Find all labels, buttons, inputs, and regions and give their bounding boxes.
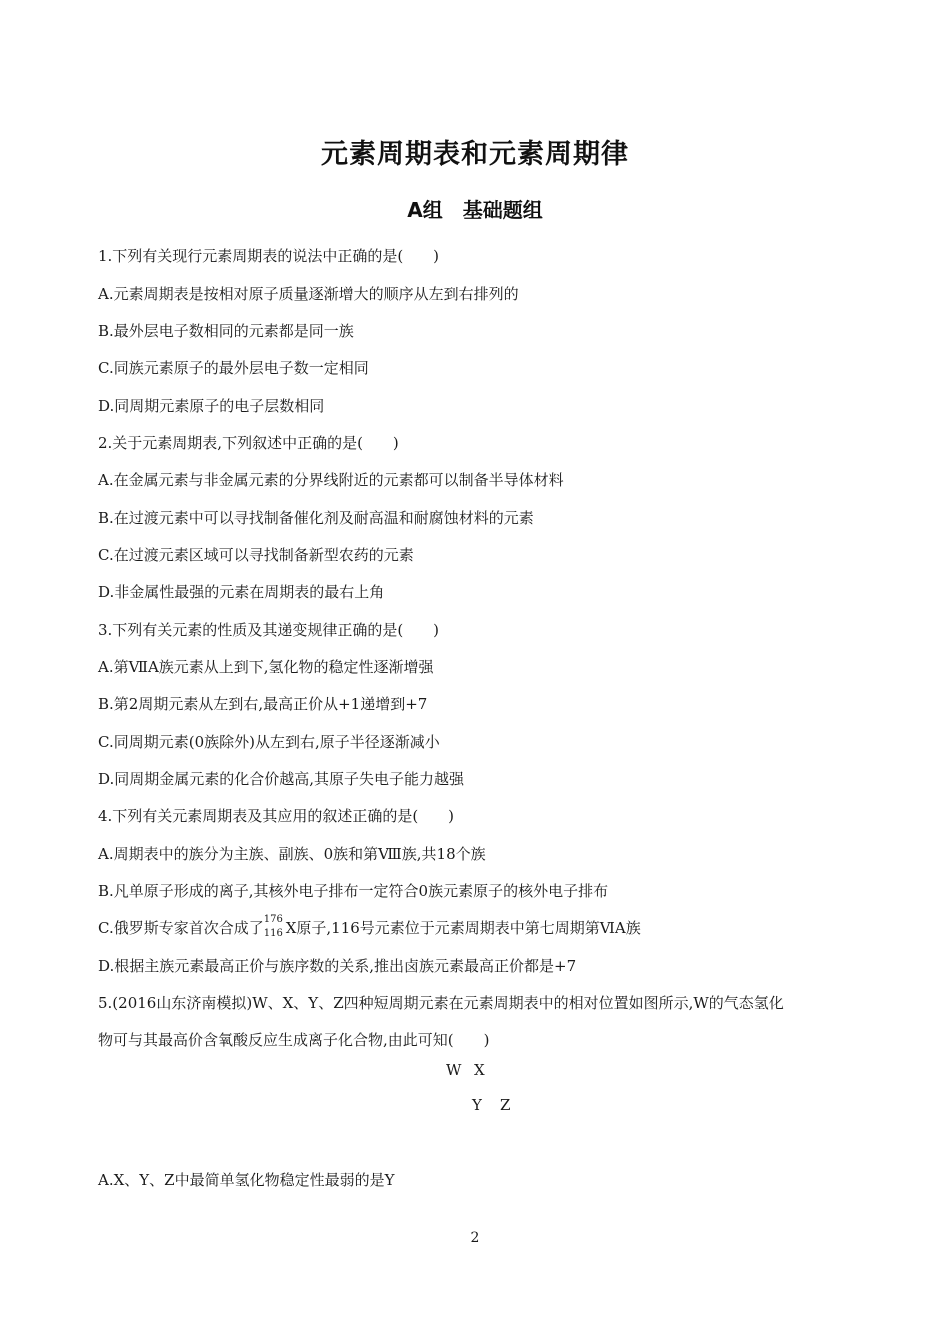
question-2-option-b: B.在过渡元素中可以寻找制备催化剂及耐高温和耐腐蚀材料的元素 — [98, 509, 534, 527]
question-3-option-d: D.同周期金属元素的化合价越高,其原子失电子能力越强 — [98, 770, 465, 788]
question-3-option-c: C.同周期元素(0族除外)从左到右,原子半径逐渐减小 — [98, 733, 440, 751]
element-cell-x: X — [474, 1061, 485, 1079]
question-2-stem: 2.关于元素周期表,下列叙述中正确的是( ) — [98, 434, 399, 452]
question-4-stem: 4.下列有关元素周期表及其应用的叙述正确的是( ) — [98, 807, 455, 825]
question-4-option-b: B.凡单原子形成的离子,其核外电子排布一定符合0族元素原子的核外电子排布 — [98, 882, 609, 900]
mass-number: 176 — [263, 914, 283, 925]
question-3-option-a: A.第ⅦA族元素从上到下,氢化物的稳定性逐渐增强 — [98, 658, 434, 676]
question-5-option-a: A.X、Y、Z中最简单氢化物稳定性最弱的是Y — [98, 1171, 395, 1189]
question-4-option-c — [98, 914, 641, 939]
question-1-option-b: B.最外层电子数相同的元素都是同一族 — [98, 322, 354, 340]
question-5-stem-line-1: 5.(2016山东济南模拟)W、X、Y、Z四种短周期元素在元素周期表中的相对位置如图所示,W的气态氢化 — [98, 994, 784, 1012]
question-2-option-d: D.非金属性最强的元素在周期表的最右上角 — [98, 583, 385, 601]
question-4-option-d: D.根据主族元素最高正价与族序数的关系,推出卤族元素最高正价都是+7 — [98, 957, 577, 975]
section-heading: A组 基础题组 — [407, 198, 543, 222]
document-title: 元素周期表和元素周期律 — [321, 139, 629, 170]
option-c-text-after: 原子,116号元素位于元素周期表中第七周期第ⅥA族 — [296, 919, 641, 937]
question-2-option-c: C.在过渡元素区域可以寻找制备新型农药的元素 — [98, 546, 414, 564]
element-position-row-1 — [446, 1060, 502, 1080]
question-5-stem-line-2: 物可与其最高价含氧酸反应生成离子化合物,由此可知( ) — [98, 1031, 490, 1049]
question-1-option-a: A.元素周期表是按相对原子质量逐渐增大的顺序从左到右排列的 — [98, 285, 519, 303]
question-2-option-a: A.在金属元素与非金属元素的分界线附近的元素都可以制备半导体材料 — [98, 471, 564, 489]
question-3-option-b: B.第2周期元素从左到右,最高正价从+1递增到+7 — [98, 695, 428, 713]
question-1-option-d: D.同周期元素原子的电子层数相同 — [98, 397, 325, 415]
isotope-notation — [263, 914, 286, 939]
atomic-number: 116 — [263, 928, 283, 939]
question-4-option-a: A.周期表中的族分为主族、副族、0族和第Ⅷ族,共18个族 — [98, 845, 486, 863]
option-c-text-before: C.俄罗斯专家首次合成了 — [98, 919, 264, 937]
element-cell-z: Z — [500, 1096, 511, 1114]
element-position-row-2 — [472, 1095, 528, 1115]
question-1-stem: 1.下列有关现行元素周期表的说法中正确的是( ) — [98, 247, 440, 265]
question-1-option-c: C.同族元素原子的最外层电子数一定相同 — [98, 359, 369, 377]
element-cell-y: Y — [472, 1096, 482, 1114]
page-number: 2 — [470, 1230, 480, 1246]
question-3-stem: 3.下列有关元素的性质及其递变规律正确的是( ) — [98, 621, 440, 639]
element-cell-w: W — [446, 1061, 462, 1079]
element-symbol: X — [285, 919, 297, 937]
